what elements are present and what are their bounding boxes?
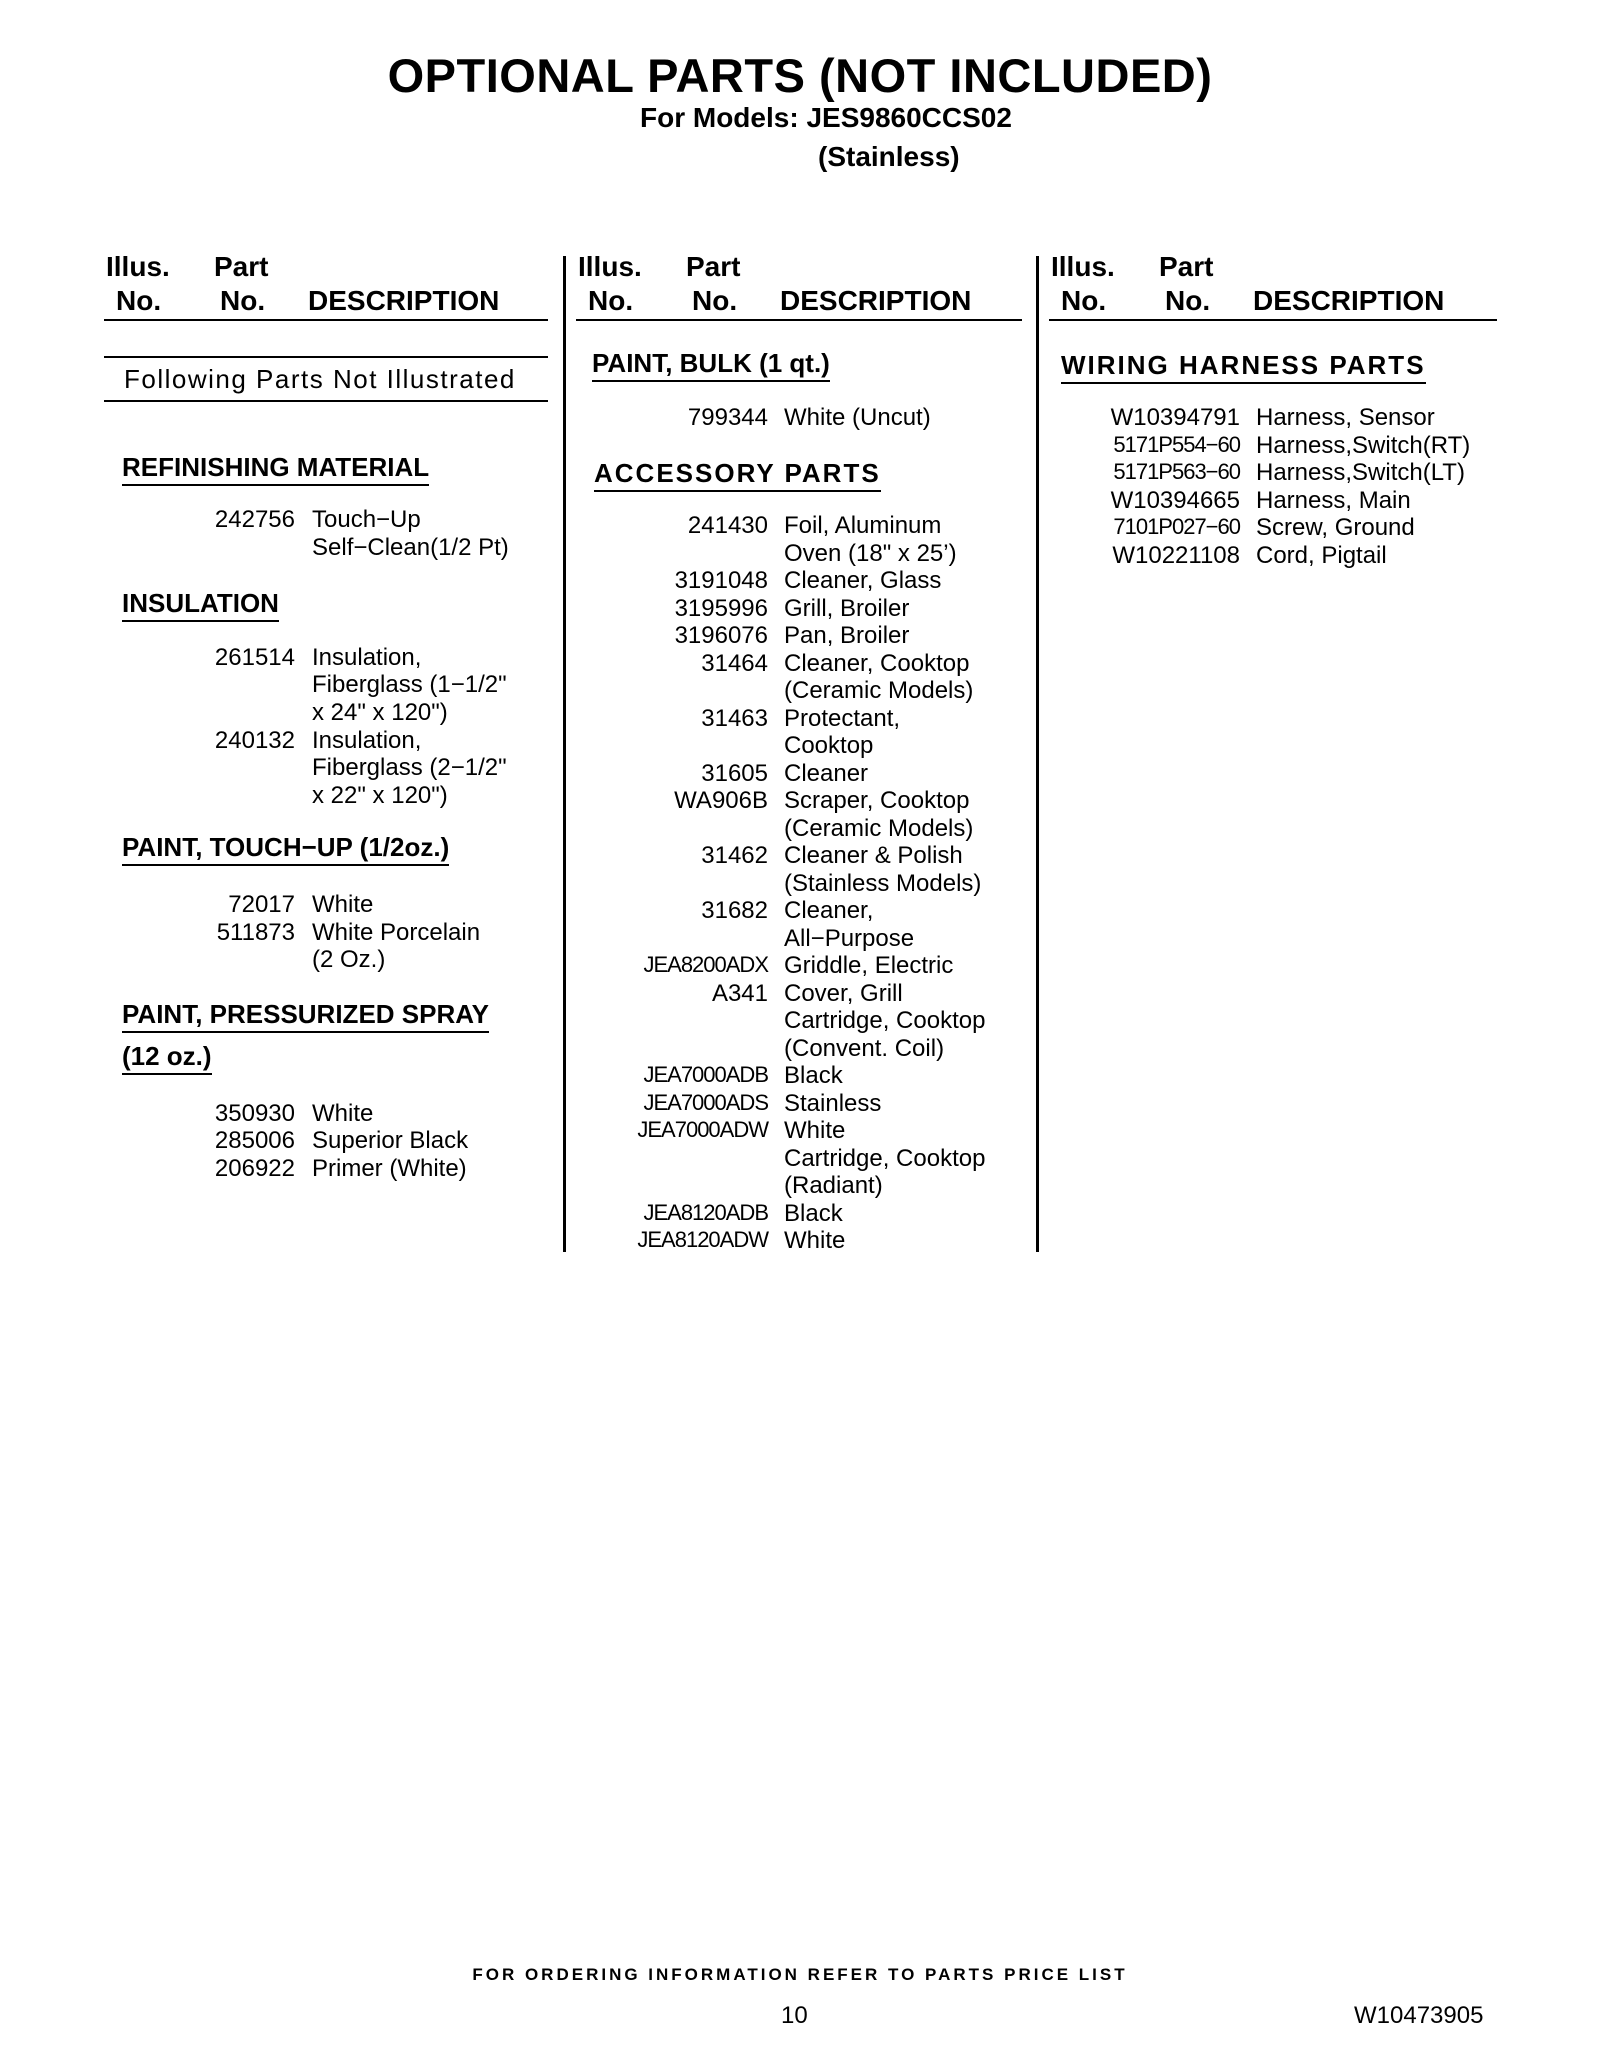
part-description: Cleaner [784, 759, 869, 787]
part-description: Cartridge, Cooktop [784, 1144, 986, 1172]
part-number: 31605 [701, 759, 768, 787]
part-number: JEA8120ADB [643, 1199, 768, 1225]
part-description: Screw, Ground [1256, 514, 1415, 541]
part-description: Oven (18" x 25’) [784, 539, 957, 567]
part-description: Cord, Pigtail [1256, 541, 1387, 569]
header-rule [104, 319, 548, 321]
section-title: PAINT, PRESSURIZED SPRAY [122, 1001, 489, 1033]
part-number: 3195996 [674, 594, 768, 622]
column-divider [563, 256, 566, 1252]
model-variant: (Stainless) [818, 141, 960, 172]
part-description: x 24" x 120") [312, 699, 448, 726]
part-description: Harness,Switch(LT) [1256, 459, 1465, 486]
header-illus: Illus. [1051, 251, 1115, 282]
column-divider [1036, 256, 1039, 1252]
part-number: 241430 [687, 512, 768, 539]
part-number: 31682 [701, 897, 768, 924]
part-description: Insulation, [312, 644, 422, 671]
header-rule [576, 319, 1022, 321]
part-description: Cleaner, Glass [784, 567, 942, 594]
part-description: Fiberglass (2−1/2" [312, 754, 507, 781]
part-number: 261514 [214, 644, 295, 671]
part-description: Protectant, [784, 704, 901, 732]
header-illus: Illus. [106, 251, 170, 282]
part-description: Primer (White) [312, 1155, 467, 1182]
header-illus-no: No. [588, 285, 634, 316]
part-number: 206922 [214, 1155, 295, 1182]
part-description: White [312, 891, 374, 918]
part-number: 5171P563−60 [1113, 459, 1240, 484]
part-description: Harness, Sensor [1256, 404, 1435, 431]
header-part: Part [686, 251, 741, 282]
part-description: Cleaner, Cooktop [784, 649, 970, 677]
part-description: (Radiant) [784, 1172, 883, 1199]
part-description: White Porcelain [312, 919, 481, 946]
part-description: Cartridge, Cooktop [784, 1007, 986, 1034]
header-part-no: No. [220, 285, 266, 316]
section-title: INSULATION [122, 590, 279, 622]
document-number: W10473905 [1354, 2002, 1484, 2029]
part-description: White [312, 1100, 374, 1127]
part-description: Cleaner, [784, 897, 874, 924]
part-number: 5171P554−60 [1113, 431, 1240, 457]
part-number: 350930 [214, 1100, 295, 1127]
section-title: ACCESSORY PARTS [594, 460, 881, 492]
part-number: JEA7000ADB [643, 1062, 768, 1087]
models-line: For Models: JES9860CCS02 [640, 102, 1012, 133]
header-illus-no: No. [116, 285, 162, 316]
part-description: x 22" x 120") [312, 782, 448, 809]
part-description: (2 Oz.) [312, 946, 386, 973]
header-description: DESCRIPTION [308, 285, 500, 316]
header-illus: Illus. [578, 251, 642, 282]
part-number: JEA7000ADW [637, 1117, 768, 1142]
part-description: Harness, Main [1256, 486, 1411, 514]
part-number: 242756 [214, 506, 295, 533]
section-title: WIRING HARNESS PARTS [1061, 352, 1426, 384]
part-number: 799344 [687, 404, 768, 431]
part-description: White [784, 1117, 846, 1144]
header-rule [1049, 319, 1497, 321]
part-description: Griddle, Electric [784, 952, 954, 979]
part-number: JEA8120ADW [637, 1227, 768, 1252]
part-description: White [784, 1227, 846, 1254]
part-number: 240132 [214, 727, 295, 754]
page-number: 10 [781, 2002, 808, 2029]
part-number: JEA7000ADS [643, 1089, 768, 1115]
part-description: Fiberglass (1−1/2" [312, 671, 507, 698]
part-description: Touch−Up [312, 506, 421, 533]
part-description: Harness,Switch(RT) [1256, 431, 1471, 459]
section-title: REFINISHING MATERIAL [122, 454, 429, 486]
section-title: PAINT, BULK (1 qt.) [592, 350, 830, 382]
part-number: A341 [711, 979, 768, 1007]
header-part: Part [214, 251, 269, 282]
header-description: DESCRIPTION [780, 285, 972, 316]
part-number: 3196076 [674, 622, 768, 649]
header-part: Part [1159, 251, 1214, 282]
part-description: Scraper, Cooktop [784, 787, 970, 814]
section-title-continued: (12 oz.) [122, 1043, 212, 1075]
part-number: 31463 [701, 704, 768, 732]
part-description: Self−Clean(1/2 Pt) [312, 534, 509, 561]
page-title: OPTIONAL PARTS (NOT INCLUDED) [387, 49, 1213, 102]
part-description: Foil, Aluminum [784, 512, 942, 539]
part-number: 7101P027−60 [1113, 514, 1240, 539]
ordering-footer: FOR ORDERING INFORMATION REFER TO PARTS PRICE LIST [472, 1965, 1128, 1984]
part-number: 285006 [214, 1127, 295, 1154]
part-number: 3191048 [674, 567, 768, 594]
part-description: Pan, Broiler [784, 622, 910, 649]
part-description: Cover, Grill [784, 979, 903, 1007]
part-description: (Stainless Models) [784, 869, 982, 897]
header-illus-no: No. [1061, 285, 1107, 316]
part-description: (Convent. Coil) [784, 1034, 945, 1062]
header-part-no: No. [1165, 285, 1211, 316]
header-part-no: No. [692, 285, 738, 316]
part-description: Stainless [784, 1089, 882, 1117]
part-description: Superior Black [312, 1127, 469, 1154]
part-description: Cooktop [784, 732, 874, 759]
not-illustrated-banner: Following Parts Not Illustrated [104, 356, 548, 402]
part-description: (Ceramic Models) [784, 677, 974, 704]
part-description: All−Purpose [784, 924, 915, 952]
part-number: JEA8200ADX [643, 952, 768, 977]
part-description: (Ceramic Models) [784, 814, 974, 842]
part-number: 511873 [216, 919, 295, 946]
part-number: 72017 [228, 891, 295, 918]
part-number: 31462 [701, 842, 768, 869]
part-number: W10394665 [1110, 486, 1240, 514]
part-number: WA906B [674, 787, 768, 814]
part-description: White (Uncut) [784, 404, 931, 431]
part-number: 31464 [701, 649, 768, 677]
part-description: Cleaner & Polish [784, 842, 963, 869]
part-number: W10221108 [1112, 541, 1240, 569]
part-number: W10394791 [1110, 404, 1240, 431]
part-description: Insulation, [312, 727, 422, 754]
section-title: PAINT, TOUCH−UP (1/2oz.) [122, 834, 449, 866]
part-description: Black [784, 1062, 843, 1089]
part-description: Grill, Broiler [784, 594, 910, 622]
header-description: DESCRIPTION [1253, 285, 1445, 316]
part-description: Black [784, 1199, 843, 1227]
